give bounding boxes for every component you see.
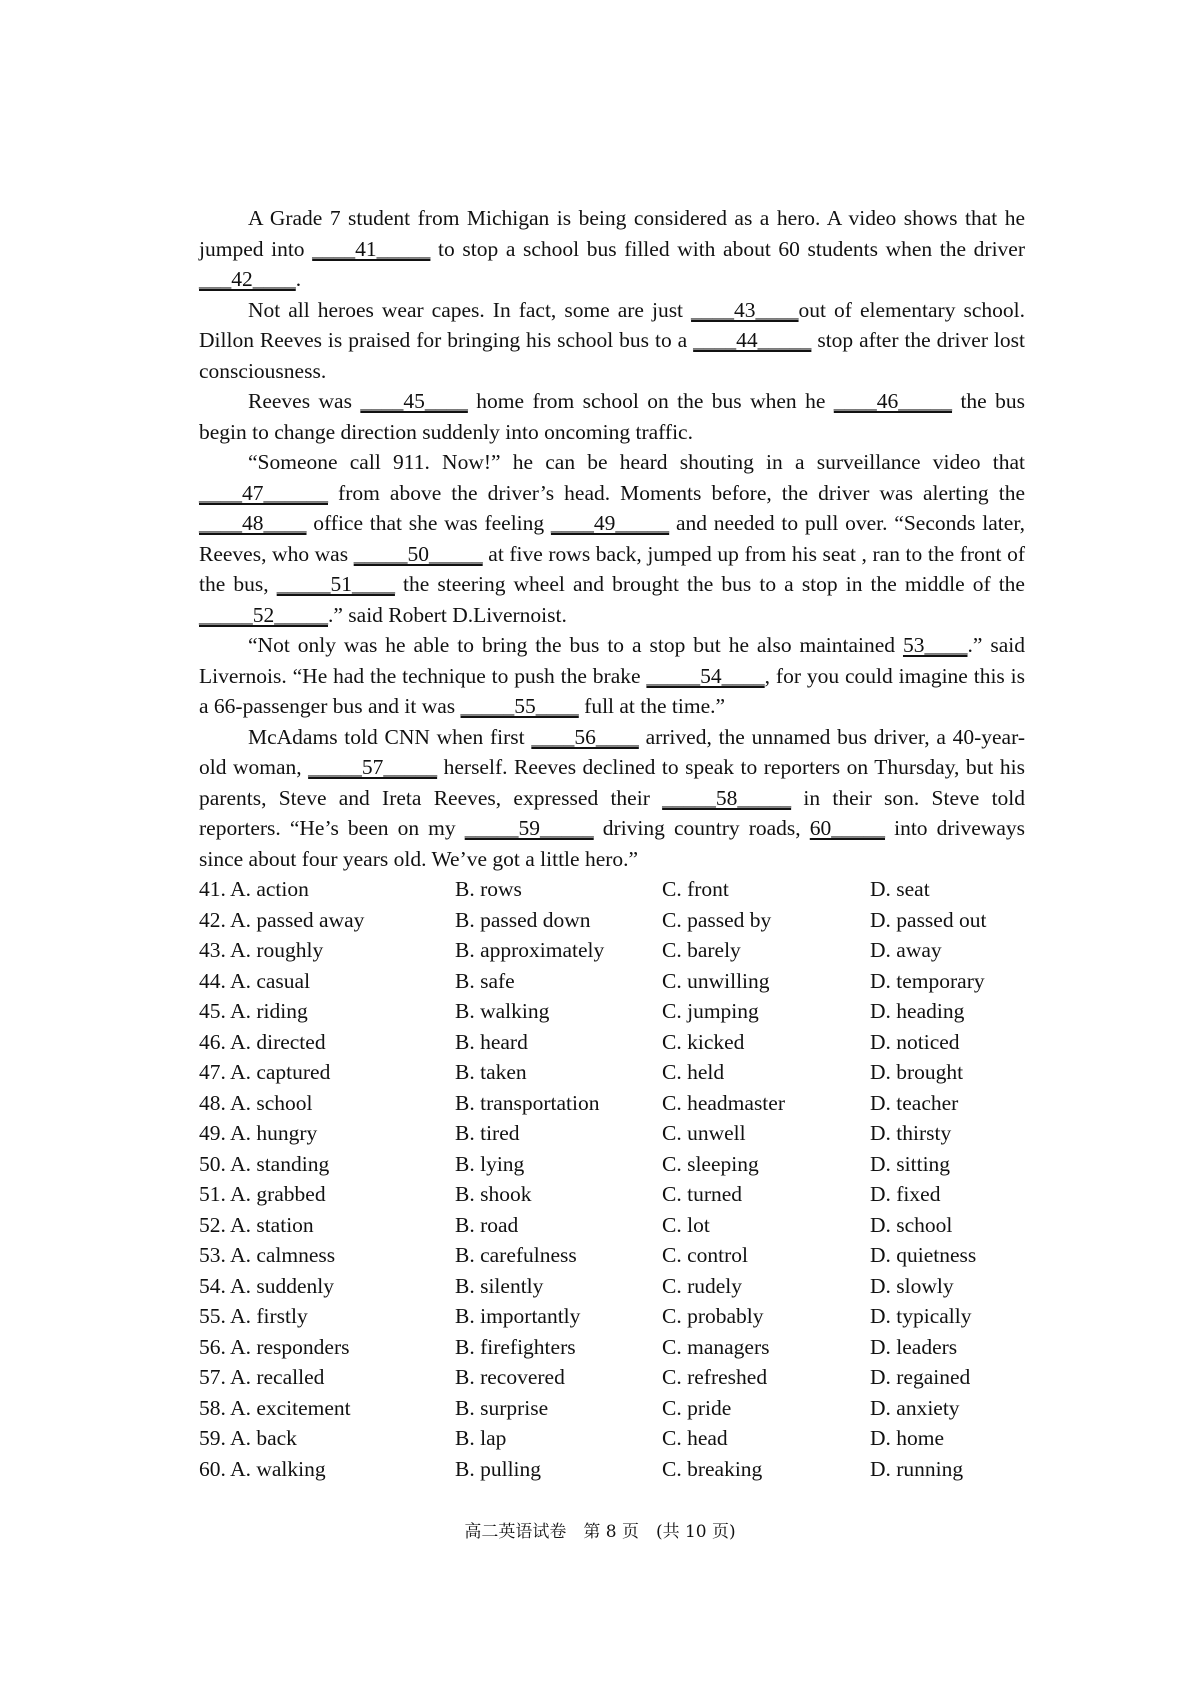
answer-blank: _____59_____	[464, 816, 594, 840]
option-choice: C. unwilling	[662, 968, 770, 993]
answer-blank: _____54____	[646, 663, 765, 688]
option-row	[199, 1240, 1025, 1271]
option-choice: B. road	[455, 1212, 519, 1237]
option-choice: C. kicked	[662, 1029, 745, 1054]
option-choice: D. away	[870, 938, 942, 962]
passage-text: into driveways since about four years old. We’ve got a little hero.”	[199, 816, 1025, 871]
answer-blank: ____45____	[360, 389, 468, 413]
option-choice: D. fixed	[870, 1182, 941, 1206]
answer-blank: _____51____	[276, 572, 395, 596]
passage-paragraph	[199, 630, 1025, 722]
option-choice: 54. A. suddenly	[199, 1273, 334, 1298]
passage-text: home from school on the bus when he	[467, 389, 834, 413]
option-choice: B. safe	[455, 968, 515, 993]
option-choice: B. rows	[455, 877, 522, 901]
passage-text: McAdams told CNN when first	[248, 724, 532, 749]
option-row	[199, 1423, 1025, 1454]
option-choice: D. seat	[870, 877, 930, 901]
option-choice: D. passed out	[870, 907, 987, 932]
option-choice: C. unwell	[662, 1121, 746, 1145]
option-choice: C. sleeping	[662, 1151, 759, 1176]
passage-text: and needed to pull over. “Seconds later, Reeves, who was	[199, 511, 1025, 566]
passage-text: the bus begin to change direction suddenly into oncoming traffic.	[199, 389, 1025, 444]
option-choice: B. pulling	[455, 1456, 542, 1481]
passage-text: .” said Robert D.Livernoist.	[328, 602, 567, 627]
option-choice: B. taken	[455, 1060, 527, 1084]
option-choice: 43. A. roughly	[199, 938, 324, 962]
passage-paragraph	[199, 722, 1025, 875]
option-choice: B. tired	[455, 1121, 520, 1145]
option-row	[199, 996, 1025, 1027]
option-choice: 49. A. hungry	[199, 1121, 318, 1145]
passage-text: .” said Livernois. “He had the technique to push the brake	[199, 633, 1025, 688]
option-choice: B. carefulness	[455, 1243, 577, 1267]
option-choice: C. barely	[662, 938, 741, 962]
option-row	[199, 1393, 1025, 1424]
option-row	[199, 1454, 1025, 1485]
option-row	[199, 905, 1025, 936]
passage-text: at five rows back, jumped up from his seat , ran to the front of the bus,	[199, 541, 1025, 596]
option-choice: 58. A. excitement	[199, 1395, 351, 1420]
option-choice: D. school	[870, 1212, 953, 1237]
answer-options	[199, 874, 1025, 1484]
option-choice: B. lying	[455, 1151, 525, 1176]
option-choice: C. headmaster	[662, 1090, 785, 1115]
option-choice: D. typically	[870, 1304, 972, 1328]
option-choice: D. leaders	[870, 1334, 958, 1359]
page-footer: 高二英语试卷 第 8 页 (共 10 页)	[464, 1522, 736, 1542]
option-choice: C. pride	[662, 1395, 732, 1420]
option-choice: 45. A. riding	[199, 999, 308, 1023]
option-row	[199, 1362, 1025, 1393]
option-choice: C. probably	[662, 1304, 764, 1328]
option-choice: B. passed down	[455, 907, 591, 932]
option-choice: 60. A. walking	[199, 1456, 326, 1481]
option-choice: 50. A. standing	[199, 1151, 330, 1176]
option-choice: C. held	[662, 1060, 725, 1084]
passage-text: , for you could imagine this is a 66-passenger bus and it was	[199, 663, 1025, 718]
option-choice: B. firefighters	[455, 1334, 576, 1359]
option-choice: D. running	[870, 1456, 964, 1481]
passage-text: .	[295, 267, 302, 291]
option-row	[199, 1057, 1025, 1088]
option-choice: B. walking	[455, 999, 550, 1023]
answer-blank: _____55____	[460, 694, 579, 718]
option-choice: C. control	[662, 1243, 748, 1267]
option-choice: D. thirsty	[870, 1121, 952, 1145]
option-choice: 53. A. calmness	[199, 1243, 336, 1267]
option-choice: B. heard	[455, 1029, 528, 1054]
passage-paragraph	[199, 447, 1025, 630]
passage-text: from above the driver’s head. Moments before, the driver was alerting the	[328, 480, 1025, 505]
option-choice: 51. A. grabbed	[199, 1182, 326, 1206]
option-choice: 48. A. school	[199, 1090, 313, 1115]
passage-text: driving country roads,	[593, 816, 810, 840]
passage-text: office that she was feeling	[306, 511, 551, 535]
option-choice: C. refreshed	[662, 1365, 768, 1389]
option-row	[199, 1301, 1025, 1332]
passage-text: herself. Reeves declined to speak to reporters on Thursday, but his parents, Steve and Ireta Reeves, expressed their	[199, 755, 1025, 810]
passage-text: the steering wheel and brought the bus to a stop in the middle of the	[394, 572, 1025, 596]
option-choice: B. approximately	[455, 938, 605, 962]
passage-text: “Not only was he able to bring the bus to a stop but he also maintained	[248, 633, 903, 657]
answer-blank: _____57_____	[308, 755, 438, 779]
passage-text: in their son. Steve told reporters. “He’s been on my	[199, 785, 1026, 840]
answer-blank: 60_____	[809, 816, 886, 840]
passage-text: to stop a school bus filled with about 60 students when the driver	[430, 236, 1025, 261]
option-choice: C. rudely	[662, 1273, 743, 1298]
option-choice: 56. A. responders	[199, 1334, 350, 1359]
option-choice: 44. A. casual	[199, 968, 311, 993]
option-choice: B. silently	[455, 1273, 544, 1298]
passage-text: “Someone call 911. Now!” he can be heard shouting in a surveillance video that	[248, 450, 1025, 474]
passage-text: arrived, the unnamed bus driver, a 40-year-old woman,	[199, 724, 1025, 779]
option-choice: D. heading	[870, 999, 965, 1023]
option-choice: 55. A. firstly	[199, 1304, 308, 1328]
option-choice: C. passed by	[662, 907, 772, 932]
option-row	[199, 966, 1025, 997]
answer-blank: ____41_____	[312, 236, 431, 261]
option-choice: B. importantly	[455, 1304, 581, 1328]
option-choice: C. lot	[662, 1212, 710, 1237]
option-row	[199, 1271, 1025, 1302]
option-choice: D. noticed	[870, 1029, 960, 1054]
answer-blank: ___42____	[199, 267, 296, 291]
option-choice: 59. A. back	[199, 1426, 297, 1450]
option-row	[199, 1027, 1025, 1058]
option-choice: D. slowly	[870, 1273, 954, 1298]
answer-blank: _____58_____	[662, 785, 792, 810]
answer-blank: _____50_____	[353, 541, 483, 566]
option-choice: C. managers	[662, 1334, 770, 1359]
option-choice: C. front	[662, 877, 729, 901]
passage-paragraph	[199, 203, 1025, 295]
option-choice: C. turned	[662, 1182, 743, 1206]
option-choice: C. head	[662, 1426, 728, 1450]
option-row	[199, 1332, 1025, 1363]
answer-blank: ____48____	[199, 511, 307, 535]
option-row	[199, 1210, 1025, 1241]
passage-text: Reeves was	[248, 389, 361, 413]
option-choice: D. quietness	[870, 1243, 977, 1267]
exam-page	[199, 203, 1025, 1484]
answer-blank: ____49_____	[550, 511, 670, 535]
passage-text: out of elementary school. Dillon Reeves is praised for bringing his school bus to a	[199, 297, 1025, 352]
option-choice: 41. A. action	[199, 877, 309, 901]
option-choice: B. recovered	[455, 1365, 565, 1389]
answer-blank: ____43____	[691, 297, 799, 322]
option-choice: B. shook	[455, 1182, 532, 1206]
option-choice: 47. A. captured	[199, 1060, 331, 1084]
answer-blank: ____44_____	[693, 328, 812, 352]
option-row	[199, 874, 1025, 905]
option-choice: D. sitting	[870, 1151, 951, 1176]
option-row	[199, 1179, 1025, 1210]
option-choice: C. breaking	[662, 1456, 763, 1481]
cloze-passage	[199, 203, 1025, 874]
answer-blank: _____52_____	[199, 602, 328, 627]
option-row	[199, 1118, 1025, 1149]
option-row	[199, 1149, 1025, 1180]
option-choice: 52. A. station	[199, 1212, 314, 1237]
option-choice: 46. A. directed	[199, 1029, 326, 1054]
answer-blank: 53____	[902, 633, 968, 657]
passage-text: Not all heroes wear capes. In fact, some are just	[248, 297, 692, 322]
passage-text: stop after the driver lost consciousness.	[199, 328, 1025, 383]
option-choice: B. transportation	[455, 1090, 600, 1115]
answer-blank: ____46_____	[833, 389, 953, 413]
passage-text: A Grade 7 student from Michigan is being considered as a hero. A video shows that he jumped into	[199, 206, 1025, 261]
option-choice: 57. A. recalled	[199, 1365, 325, 1389]
option-row	[199, 935, 1025, 966]
option-choice: D. anxiety	[870, 1395, 960, 1420]
option-choice: D. teacher	[870, 1090, 959, 1115]
option-choice: D. temporary	[870, 968, 985, 993]
option-choice: B. lap	[455, 1426, 507, 1450]
option-choice: D. brought	[870, 1060, 964, 1084]
passage-text: full at the time.”	[578, 694, 726, 718]
option-choice: C. jumping	[662, 999, 759, 1023]
option-row	[199, 1088, 1025, 1119]
option-choice: D. home	[870, 1426, 945, 1450]
answer-blank: ____56____	[531, 724, 639, 749]
option-choice: B. surprise	[455, 1395, 549, 1420]
passage-paragraph	[199, 386, 1025, 447]
answer-blank: ____47______	[199, 480, 328, 505]
option-choice: 42. A. passed away	[199, 907, 365, 932]
passage-paragraph	[199, 295, 1025, 387]
option-choice: D. regained	[870, 1365, 971, 1389]
